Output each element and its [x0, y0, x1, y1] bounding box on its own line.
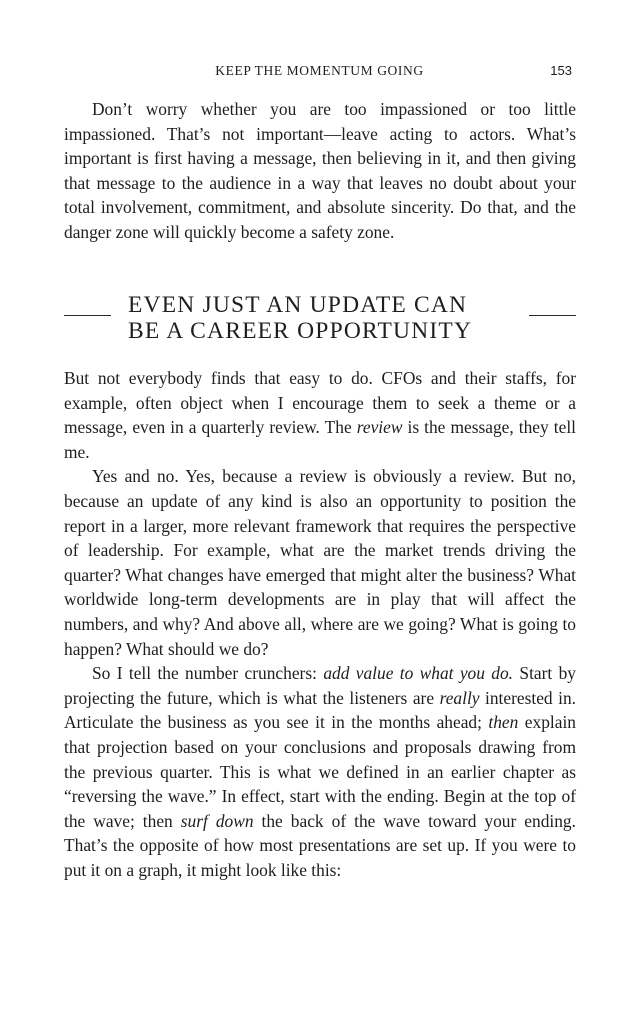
- section-heading: [64, 292, 576, 346]
- paragraph: Don’t worry whether you are too impassioned or too little impassioned. That’s not important—leave acting to actors. What’s important is first having a message, then believing in it, and then giving that message to the audience in a way that leaves no doubt about your total involvement, commitment, and absolute sincerity. Do that, and the danger zone will quickly become a safety zone.: [64, 99, 576, 242]
- emphasis: review: [356, 417, 403, 438]
- text-run: interested in. Articulate the business as you see it in the months ahead;: [64, 687, 577, 733]
- section-heading-text: [128, 292, 518, 344]
- text-run: is the message, they tell me.: [64, 417, 576, 462]
- running-title: KEEP THE MOMENTUM GOING: [215, 63, 424, 78]
- paragraph: [64, 661, 576, 882]
- text-run: the back of the wave toward your ending. That’s the opposite of how most presentations are set up. If you were to put it on a graph, it might look like this:: [64, 810, 576, 880]
- page-number: 153: [550, 63, 572, 78]
- text-run: But not everybody finds that easy to do. CFOs and their staffs, for example, often object when I encourage them to seek a theme or a message, even in a quarterly review. The: [64, 368, 576, 438]
- heading-rule-right: [529, 315, 576, 316]
- running-header: [64, 62, 575, 82]
- heading-rule-left: [64, 315, 111, 316]
- emphasis: then: [488, 712, 519, 733]
- text-run: explain that projection based on your conclusions and proposals drawing from the previous quarter. This is what we defined in an earlier chapter as “reversing the wave.” In effect, start with the ending. Begin at the top of the wave; then: [64, 712, 576, 831]
- paragraph: Yes and no. Yes, because a review is obviously a review. But no, because an update of any kind is also an opportunity to position the report in a larger, more relevant framework that requires the perspective of leadership. For example, what are the market trends driving the quarter? What changes have emerged that might alter the business? What worldwide long-term developments are in play that will affect the numbers, and why? And above all, where are we going? What is going to happen? What should we do?: [64, 466, 576, 659]
- paragraph-block-main: [64, 366, 576, 882]
- heading-line-2: BE A CAREER OPPORTUNITY: [128, 318, 473, 344]
- paragraph-block-top: [64, 97, 576, 245]
- heading-line-1: EVEN JUST AN UPDATE CAN: [128, 292, 468, 318]
- emphasis: really: [439, 687, 480, 708]
- emphasis: add value to what you do.: [323, 663, 514, 684]
- emphasis: surf down: [180, 810, 254, 831]
- paragraph: [64, 366, 576, 464]
- text-run: So I tell the number crunchers:: [92, 663, 324, 684]
- text-run: Start by projecting the future, which is what the listeners are: [64, 663, 576, 708]
